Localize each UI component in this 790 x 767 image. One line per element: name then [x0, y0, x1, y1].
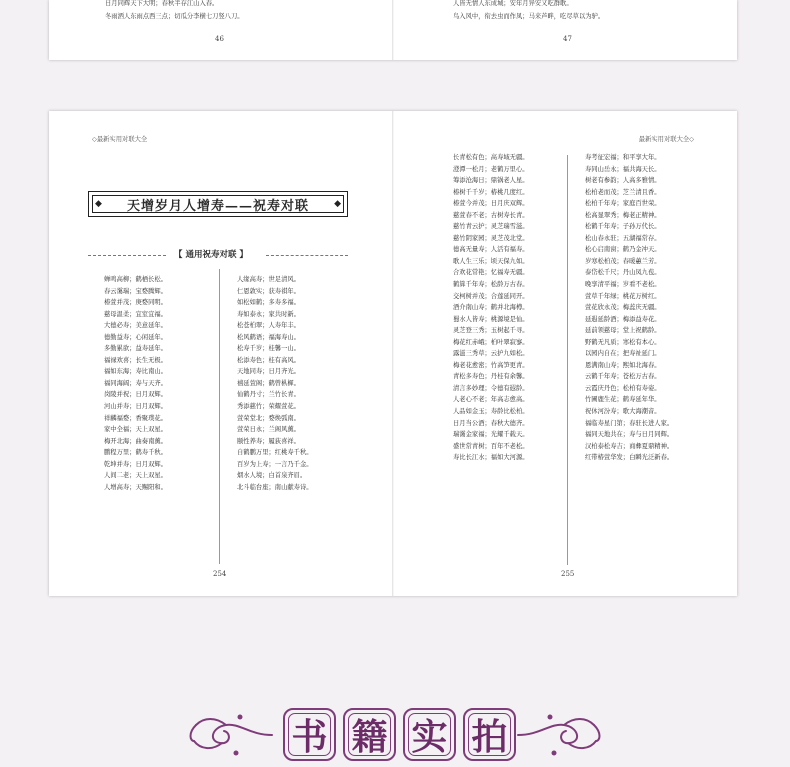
column-divider — [219, 269, 220, 564]
couplet-line: 云鹤千年寿；苍松万古春。 — [585, 373, 661, 381]
couplet-line: 松心启南窗；鹤乃金冲天。 — [585, 246, 661, 254]
banner-char: 籍 — [351, 716, 388, 758]
page-number: 47 — [563, 35, 572, 43]
couplet-line: 北斗临台座；南山献寿诗。 — [237, 483, 313, 491]
chapter-title: 天增岁月人增寿——祝寿对联 — [126, 198, 309, 214]
couplet-line: 恩满南山寿；熙如北海春。 — [585, 361, 661, 369]
couplet-line: 人增高寿；天赐阳和。 — [104, 483, 167, 491]
couplet-line: 福临寿星门第；春驻长进人家。 — [585, 419, 674, 427]
couplet-line: 露滋三秀草；云护九如松。 — [453, 350, 529, 358]
couplet-line: 梅老花愈密；竹高笋更青。 — [453, 361, 529, 369]
couplet-line: 日月当公酒；春秋大德齐。 — [453, 419, 529, 427]
couplet-line: 寿如泰永；家共时新。 — [237, 310, 300, 318]
couplet-line: 松柏千年寿；家庭百世荣。 — [585, 200, 661, 208]
couplet-line: 福禄欢喜；长生无极。 — [104, 356, 167, 364]
couplet-line: 澄潭一松月；老鹤万里心。 — [453, 165, 529, 173]
couplet-line: 祥麟福婺；香聚璞花。 — [104, 414, 167, 422]
couplet-line: 寿同山岳永；福共海天长。 — [585, 165, 661, 173]
couplet-line: 松柏老而茂；芝兰清且香。 — [585, 188, 661, 196]
couplet-line: 松添寿色；桂有高风。 — [237, 356, 300, 364]
banner-char: 拍 — [471, 716, 508, 758]
couplet-line: 寿考征宏福；和平享大年。 — [585, 154, 661, 161]
couplet-line: 福同海阔；寿与天齐。 — [104, 379, 167, 387]
couplet-line: 岁寒松柏茂；春暖蕙兰芳。 — [585, 257, 661, 265]
couplet-line: 竹圃鹿生花；鹤寿延年华。 — [585, 396, 661, 404]
couplet-line: 萱花欣永茂；梅蕊庆无疆。 — [585, 304, 661, 312]
couplet-line: 人缘高寿；世足清风。 — [237, 276, 300, 283]
couplet-line: 合欢花常艳；忆福寿无疆。 — [453, 269, 529, 277]
banner-char: 实 — [411, 716, 448, 758]
couplet-line: 乾坤并寿；日月双辉。 — [104, 460, 167, 468]
couplet-line: 萱荣堂北；婺焕弧南。 — [237, 414, 300, 422]
couplet-line: 萱草千年绿；桃花万树红。 — [585, 292, 661, 300]
couplet-line: 慈萱春不老；古树寿长青。 — [453, 211, 529, 219]
couplet-line: 颐性养寿；履荻喜祥。 — [237, 437, 300, 445]
couplet-line: 禧延萱阁；鹤曾枞樨。 — [237, 379, 300, 387]
couplet-line: 多勤累欲；益寿延年。 — [104, 345, 167, 353]
couplet-line: 德高无量寿；人活有福寿。 — [453, 246, 529, 254]
couplet-line: 秀添慈竹；荣耀萱花。 — [237, 403, 300, 411]
couplet-column — [104, 274, 167, 493]
couplet-line: 松鹤千年寿；子孙万代长。 — [585, 223, 661, 231]
page-number: 255 — [561, 570, 575, 578]
couplet-line: 慈竹阴家园；灵芝茂北堂。 — [453, 234, 529, 242]
text-line: 人皆无情人东成城；安年月异安又吃群歌。 — [453, 0, 573, 7]
couplet-line: 清言多妙理；令德有遐龄。 — [453, 384, 529, 392]
couplet-line: 自鹤鹏万里；红桃寿千秋。 — [237, 449, 313, 457]
couplet-line: 青松多寿色；丹桂有余馨。 — [453, 373, 529, 381]
couplet-line: 天地同寿；日月齐光。 — [237, 368, 300, 376]
couplet-line: 岗陵并祝；日月双辉。 — [104, 391, 167, 399]
couplet-line: 椿萱今并茂；日月庆双辉。 — [453, 200, 529, 208]
couplet-line: 歌人生三乐；顷天保九如。 — [453, 257, 529, 265]
couplet-column — [453, 152, 529, 464]
couplet-column — [585, 152, 673, 464]
couplet-line: 松风鹤语；福海寿山。 — [237, 333, 300, 341]
ornament-icon: ◆ — [334, 199, 341, 209]
couplet-line: 河山并寿；日月双辉。 — [104, 403, 167, 411]
couplet-line: 人品如金玉；寿龄比松柏。 — [453, 408, 529, 416]
column-divider — [567, 155, 568, 565]
spine-fold — [392, 0, 394, 60]
couplet-line: 蝉鸣高柳；鹤栖长松。 — [104, 276, 167, 283]
couplet-line: 人间二老；天上双星。 — [104, 472, 167, 480]
couplet-line: 椿萱并茂；庚婺同明。 — [104, 299, 167, 307]
couplet-line: 瑞霭金家福；光耀千载天。 — [453, 431, 529, 439]
couplet-line: 慈母温柔；宜室宜福。 — [104, 310, 167, 318]
couplet-line: 松寿千岁；桂馨一山。 — [237, 345, 300, 353]
couplet-line: 酒介南山寿；鹤并北海樽。 — [453, 304, 529, 312]
couplet-line: 云霞庆丹色；松柏有寿姿。 — [585, 384, 661, 392]
couplet-line: 仁恩敦实；获寿祺年。 — [237, 287, 300, 295]
banner-char-box — [343, 708, 396, 761]
couplet-line: 晚享清平福；岁看不老松。 — [585, 281, 661, 289]
banner-char-box — [283, 708, 336, 761]
couplet-line: 鹤算千年寿；松龄万古春。 — [453, 281, 529, 289]
text-line: 冬雨洒人东雨点西三点；切瓜分李横七刀竖八刀。 — [105, 13, 244, 20]
couplet-line: 松高显翠秀；梅老正精神。 — [585, 211, 661, 219]
couplet-line: 松山春永驻；五湖福常存。 — [585, 234, 661, 242]
couplet-line: 椿树千千岁；椿桃几度红。 — [453, 188, 529, 196]
couplet-line: 梅花红赤峨；柏叶翠寂寥。 — [453, 338, 529, 346]
couplet-column — [237, 274, 313, 493]
text-line: 鸟入风中，衔去虫而作凤；马来芦畔，吃尽草以为驴。 — [453, 13, 605, 20]
page-number: 254 — [213, 570, 227, 578]
couplet-line: 仙鹤丹寸；兰竹长青。 — [237, 391, 300, 399]
couplet-line: 长青松有色；高寿域无疆。 — [453, 154, 529, 161]
divider — [88, 255, 166, 256]
previous-spread — [49, 0, 737, 60]
couplet-line: 灵芝登三秀；玉树起千寻。 — [453, 327, 529, 335]
couplet-line: 泰岱松千尺；丹山凤九苞。 — [585, 269, 661, 277]
section-label: 【 通用祝寿对联 】 — [174, 250, 248, 260]
couplet-line: 福如东海；寿比南山。 — [104, 368, 167, 376]
couplet-line: 筹添沧海日；鼎锅老人星。 — [453, 177, 529, 185]
text-line: 日月同辉天下大明；春秋半存江山入春。 — [105, 0, 219, 7]
couplet-line: 烟水人境；白首泉齐眉。 — [237, 472, 307, 480]
couplet-line: 梅开北海；曲奏南薰。 — [104, 437, 167, 445]
chapter-title-box — [88, 191, 348, 217]
couplet-line: 德勤益寿；心闲延年。 — [104, 333, 167, 341]
couplet-line: 大德必寿；美意延年。 — [104, 322, 167, 330]
couplet-line: 汉柏泰松寿吉；商彝夏鼎精神。 — [585, 442, 674, 450]
couplet-line: 寿比长江水；福如大河源。 — [453, 454, 529, 462]
couplet-line: 春云霭瑞；宝婺腾辉。 — [104, 287, 167, 295]
couplet-line: 野鹤无凡质；寒松有本心。 — [585, 338, 661, 346]
couplet-line: 萱荣日永；兰阁风薰。 — [237, 426, 300, 434]
divider — [266, 255, 348, 256]
couplet-line: 延前领慈母；堂上祝鹤龄。 — [585, 327, 661, 335]
couplet-line: 蜀水人皆寿；桃源境是仙。 — [453, 315, 529, 323]
couplet-line: 祝休河汾寿；歌大海潮音。 — [585, 408, 661, 416]
couplet-line: 延遐延龄酒；梅添益寿花。 — [585, 315, 661, 323]
page-number: 46 — [215, 35, 224, 43]
couplet-line: 人老心不老；年高志愈高。 — [453, 396, 529, 404]
couplet-line: 盛世常青树；百年不老松。 — [453, 442, 529, 450]
couplet-line: 福同天地共在；寿与日月同辉。 — [585, 431, 674, 439]
couplet-line: 鹏程万里；鹤寿千秋。 — [104, 449, 167, 457]
ornament-icon: ◆ — [95, 199, 102, 209]
running-head-left: ◇最新实用对联大全 — [92, 136, 148, 143]
couplet-line: 慈竹青云护；灵芝瑞雪滋。 — [453, 223, 529, 231]
couplet-line: 家中全福；天上双星。 — [104, 426, 167, 434]
book-spread — [49, 111, 737, 596]
couplet-line: 红带椿萱华发；白瞬光泛新春。 — [585, 454, 674, 462]
section-heading — [88, 248, 348, 262]
couplet-line: 如松如鹤；多寿多福。 — [237, 299, 300, 307]
couplet-line: 以园内自在；把寿祉延门。 — [585, 350, 661, 358]
couplet-line: 交柯树并茂；合莲延同开。 — [453, 292, 529, 300]
couplet-line: 松苍柏翠；人寿年丰。 — [237, 322, 300, 330]
banner-char-box — [463, 708, 516, 761]
couplet-line: 树老有参韵；人高多雅情。 — [585, 177, 661, 185]
running-head-right: 最新实用对联大全◇ — [638, 136, 694, 143]
banner-char-box — [403, 708, 456, 761]
couplet-line: 百岁为上寿；一言乃千金。 — [237, 460, 313, 468]
banner-char: 书 — [291, 716, 328, 758]
spine-fold — [392, 111, 394, 596]
